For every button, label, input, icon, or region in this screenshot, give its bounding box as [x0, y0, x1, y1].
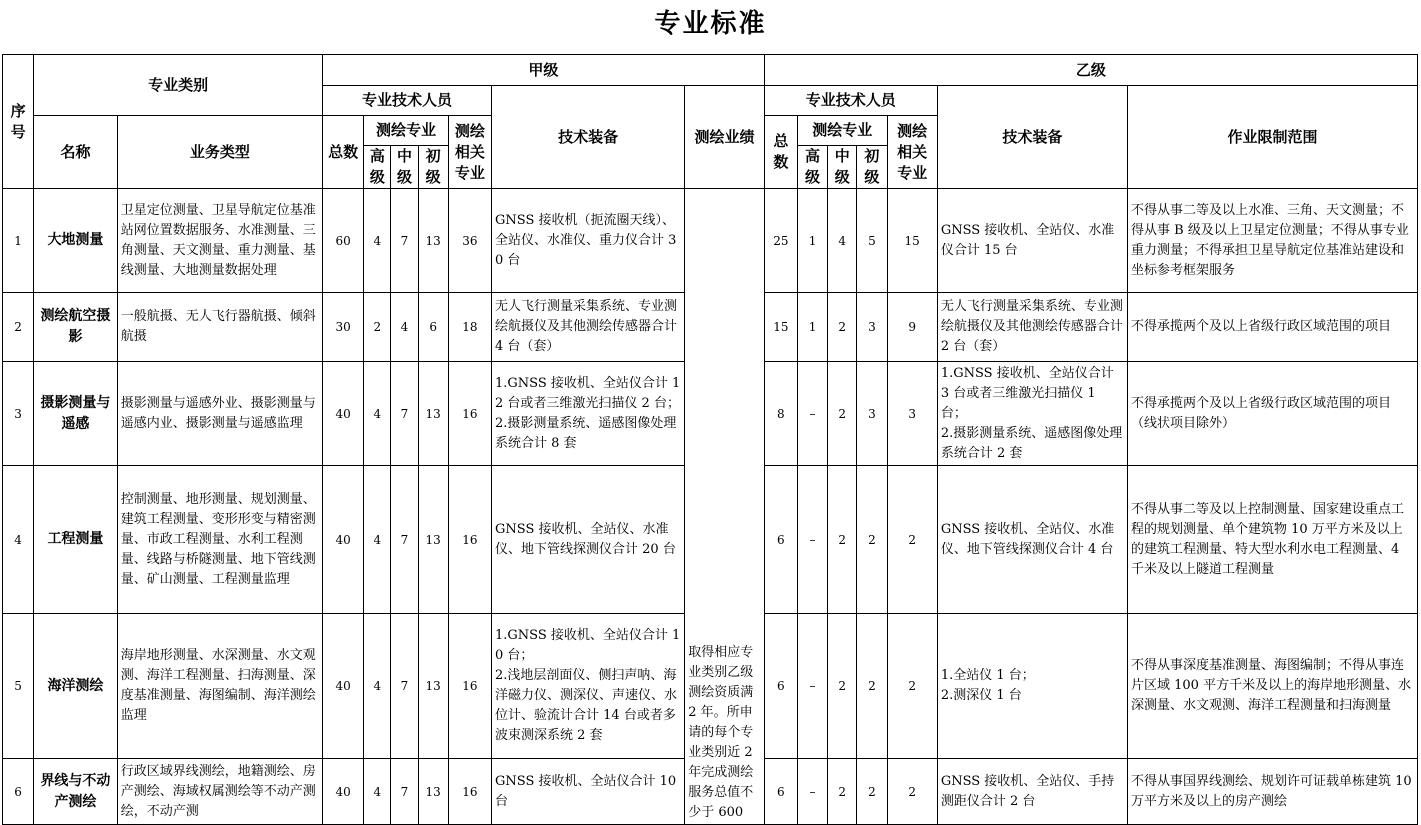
a-middle: 4: [391, 293, 418, 362]
a-equipment: GNSS 接收机（扼流圈天线）、全站仪、水准仪、重力仪合计 30 台: [492, 189, 685, 293]
header-b-total: 总数: [764, 116, 797, 189]
row-business: 行政区域界线测绘，地籍测绘、房产测绘、海域权属测绘等不动产测绘，不动产测: [117, 759, 322, 825]
a-equipment: GNSS 接收机、全站仪、水准仪、地下管线探测仪合计 20 台: [492, 466, 685, 614]
b-senior: –: [797, 466, 827, 614]
header-b-survey-major: 测绘专业: [797, 116, 887, 146]
header-a-senior: 高级: [364, 146, 391, 189]
a-related: 16: [448, 466, 491, 614]
b-middle: 2: [828, 362, 857, 466]
a-total: 60: [323, 189, 364, 293]
header-b-equipment: 技术装备: [937, 86, 1127, 189]
a-junior: 13: [418, 466, 448, 614]
table-row: [3, 189, 1418, 293]
a-junior: 13: [418, 362, 448, 466]
a-total: 40: [323, 362, 364, 466]
row-name: 海洋测绘: [34, 614, 118, 759]
b-junior: 3: [857, 293, 887, 362]
b-middle: 2: [828, 759, 857, 825]
a-related: 36: [448, 189, 491, 293]
header-b-senior: 高级: [797, 146, 827, 189]
header-a-equipment: 技术装备: [492, 86, 685, 189]
row-business: 卫星定位测量、卫星导航定位基准站网位置数据服务、水准测量、三角测量、天文测量、重力测量、基线测量、大地测量数据处理: [117, 189, 322, 293]
a-junior: 13: [418, 759, 448, 825]
b-total: 15: [764, 293, 797, 362]
row-seq: 6: [3, 759, 34, 825]
b-total: 8: [764, 362, 797, 466]
b-equipment: GNSS 接收机、全站仪、水准仪合计 15 台: [937, 189, 1127, 293]
row-seq: 4: [3, 466, 34, 614]
a-equipment: 1.GNSS 接收机、全站仪合计 12 台或者三维激光扫描仪 2 台； 2.摄影测量系统、遥感图像处理系统合计 8 套: [492, 362, 685, 466]
b-junior: 3: [857, 362, 887, 466]
a-equipment: GNSS 接收机、全站仪合计 10 台: [492, 759, 685, 825]
a-equipment: 无人飞行测量采集系统、专业测绘航摄仪及其他测绘传感器合计 4 台（套）: [492, 293, 685, 362]
b-related: 9: [887, 293, 937, 362]
row-name: 摄影测量与遥感: [34, 362, 118, 466]
b-middle: 2: [828, 466, 857, 614]
b-senior: –: [797, 614, 827, 759]
b-scope: 不得从事二等及以上水准、三角、天文测量；不得从事 B 级及以上卫星定位测量；不得从事专业重力测量；不得承担卫星导航定位基准站建设和坐标参考框架服务: [1128, 189, 1418, 293]
a-senior: 4: [364, 362, 391, 466]
a-senior: 4: [364, 759, 391, 825]
b-equipment: 1.全站仪 1 台； 2.测深仪 1 台: [937, 614, 1127, 759]
b-middle: 2: [828, 293, 857, 362]
a-related: 16: [448, 362, 491, 466]
row-business: 控制测量、地形测量、规划测量、建筑工程测量、变形形变与精密测量、市政工程测量、水利工程测量、线路与桥隧测量、地下管线测量、矿山测量、工程测量监理: [117, 466, 322, 614]
b-middle: 2: [828, 614, 857, 759]
header-a-related: 测绘相关专业: [448, 116, 491, 189]
row-seq: 1: [3, 189, 34, 293]
a-middle: 7: [391, 362, 418, 466]
b-equipment: 无人飞行测量采集系统、专业测绘航摄仪及其他测绘传感器合计 2 台（套）: [937, 293, 1127, 362]
b-scope: 不得承揽两个及以上省级行政区域范围的项目（线状项目除外）: [1128, 362, 1418, 466]
b-related: 15: [887, 189, 937, 293]
b-senior: –: [797, 362, 827, 466]
b-total: 6: [764, 614, 797, 759]
a-total: 40: [323, 614, 364, 759]
header-b-middle: 中级: [828, 146, 857, 189]
header-a-survey-major: 测绘专业: [364, 116, 449, 146]
row-name: 测绘航空摄影: [34, 293, 118, 362]
row-business: 海岸地形测量、水深测量、水文观测、海洋工程测量、扫海测量、深度基准测量、海图编制、海洋测绘监理: [117, 614, 322, 759]
a-middle: 7: [391, 466, 418, 614]
row-seq: 3: [3, 362, 34, 466]
b-total: 6: [764, 466, 797, 614]
header-a-middle: 中级: [391, 146, 418, 189]
standards-table: [2, 54, 1418, 825]
b-related: 2: [887, 614, 937, 759]
header-a-tech-staff: 专业技术人员: [323, 86, 492, 116]
header-b-scope: 作业限制范围: [1128, 86, 1418, 189]
header-seq: 序号: [3, 55, 34, 189]
header-a-performance: 测绘业绩: [685, 86, 765, 189]
header-a-junior: 初级: [418, 146, 448, 189]
a-related: 18: [448, 293, 491, 362]
a-senior: 4: [364, 614, 391, 759]
b-equipment: GNSS 接收机、全站仪、手持测距仪合计 2 台: [937, 759, 1127, 825]
a-junior: 13: [418, 189, 448, 293]
b-scope: 不得从事国界线测绘、规划许可证载单栋建筑 10 万平方米及以上的房产测绘: [1128, 759, 1418, 825]
a-related: 16: [448, 759, 491, 825]
header-b-related: 测绘相关专业: [887, 116, 937, 189]
a-total: 40: [323, 466, 364, 614]
row-business: 一般航摄、无人飞行器航摄、倾斜航摄: [117, 293, 322, 362]
header-b-tech-staff: 专业技术人员: [764, 86, 937, 116]
a-performance: 取得相应专业类别乙级测绘资质满 2 年。所申请的每个专业类别近 2 年完成测绘服务总值不少于 600: [685, 189, 765, 825]
header-grade-b: 乙级: [764, 55, 1417, 86]
row-name: 界线与不动产测绘: [34, 759, 118, 825]
b-junior: 2: [857, 759, 887, 825]
b-senior: 1: [797, 189, 827, 293]
row-name: 工程测量: [34, 466, 118, 614]
b-scope: 不得承揽两个及以上省级行政区域范围的项目: [1128, 293, 1418, 362]
b-equipment: 1.GNSS 接收机、全站仪合计 3 台或者三维激光扫描仪 1 台； 2.摄影测量系统、遥感图像处理系统合计 2 套: [937, 362, 1127, 466]
a-senior: 2: [364, 293, 391, 362]
b-junior: 2: [857, 466, 887, 614]
b-junior: 5: [857, 189, 887, 293]
a-total: 40: [323, 759, 364, 825]
b-senior: 1: [797, 293, 827, 362]
page-title: 专业标准: [654, 9, 767, 39]
a-equipment: 1.GNSS 接收机、全站仪合计 10 台； 2.浅地层剖面仪、侧扫声呐、海洋磁力仪、测深仪、声速仪、水位计、验流计合计 14 台或者多波束测深系统 2 套: [492, 614, 685, 759]
a-junior: 6: [418, 293, 448, 362]
a-senior: 4: [364, 189, 391, 293]
row-seq: 5: [3, 614, 34, 759]
a-middle: 7: [391, 759, 418, 825]
b-scope: 不得从事二等及以上控制测量、国家建设重点工程的规划测量、单个建筑物 10 万平方米及以上的建筑工程测量、特大型水利水电工程测量、4 千米及以上隧道工程测量: [1128, 466, 1418, 614]
a-total: 30: [323, 293, 364, 362]
b-related: 2: [887, 466, 937, 614]
b-total: 25: [764, 189, 797, 293]
b-junior: 2: [857, 614, 887, 759]
header-b-junior: 初级: [857, 146, 887, 189]
header-name: 名称: [34, 116, 118, 189]
a-related: 16: [448, 614, 491, 759]
row-name: 大地测量: [34, 189, 118, 293]
a-middle: 7: [391, 614, 418, 759]
header-a-total: 总数: [323, 116, 364, 189]
b-total: 6: [764, 759, 797, 825]
a-junior: 13: [418, 614, 448, 759]
b-scope: 不得从事深度基准测量、海图编制；不得从事连片区域 100 平方千米及以上的海岸地形测量、水深测量、水文观测、海洋工程测量和扫海测量: [1128, 614, 1418, 759]
b-equipment: GNSS 接收机、全站仪、水准仪、地下管线探测仪合计 4 台: [937, 466, 1127, 614]
row-seq: 2: [3, 293, 34, 362]
b-middle: 4: [828, 189, 857, 293]
header-category: 专业类别: [34, 55, 323, 116]
a-senior: 4: [364, 466, 391, 614]
b-senior: –: [797, 759, 827, 825]
b-related: 3: [887, 362, 937, 466]
b-related: 2: [887, 759, 937, 825]
row-business: 摄影测量与遥感外业、摄影测量与遥感内业、摄影测量与遥感监理: [117, 362, 322, 466]
header-business: 业务类型: [117, 116, 322, 189]
header-grade-a: 甲级: [323, 55, 765, 86]
a-middle: 7: [391, 189, 418, 293]
